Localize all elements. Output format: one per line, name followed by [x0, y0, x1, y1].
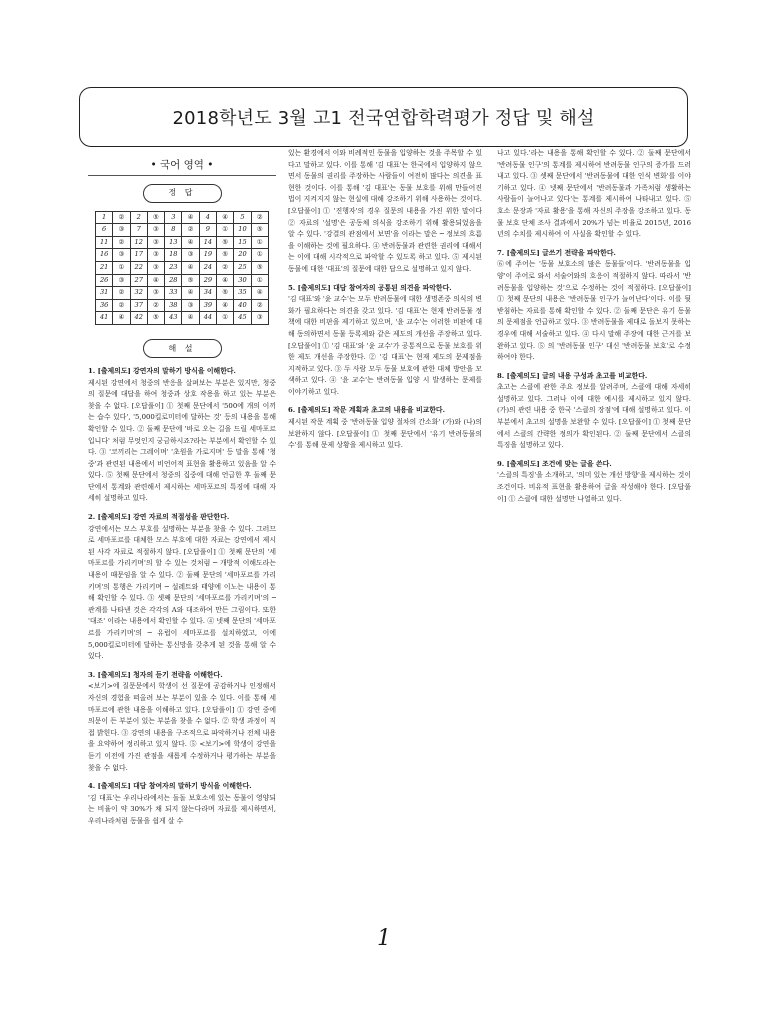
commentary-body: ⑥에 주어는 '동물 보호소의 많은 동물들'이다. '반려동물을 입양'이 주어로 와서 서술어와의 호응이 적절하지 않다. 따라서 '반려동물을 입양하는 것'으로 수정하는 것이 적절하다. [오답풀이] ① 첫째 문단의 내용은 '반려동물 인구가 늘어난다'이다. 이를 뒷받침하는 자료를 통해 확인할 수 있다. ② 둘째 문단은 유기 동물의 문제점을 언급하고 있다. ③ 반려동물을 제대로 돌보지 못하는 경우에 대해 서술하고 있다. ④ 다시 말해 주장에 대한 근거를 보완하고 있다. ⑤ 의 '반려동물 인구' 대신 '반려동물 보호'로 수정하여야 한다. — [497, 260, 691, 362]
commentary-heading: 5. [출제의도] 대담 참여자의 공통된 의견을 파악한다. — [288, 283, 452, 292]
commentary-item — [88, 512, 276, 663]
question-number: 35 — [234, 287, 251, 300]
commentary-item — [497, 371, 691, 452]
answer-choice: ① — [217, 312, 234, 325]
question-number: 5 — [234, 211, 251, 224]
question-number: 12 — [130, 236, 147, 249]
answer-row — [96, 287, 269, 300]
answer-row — [96, 312, 269, 325]
answer-row — [96, 211, 269, 224]
answer-choice: ③ — [147, 287, 164, 300]
question-number: 11 — [96, 236, 113, 249]
answer-choice: ① — [251, 249, 268, 262]
answer-choice: ⑤ — [217, 236, 234, 249]
answer-choice: ② — [113, 287, 130, 300]
answer-choice: ② — [147, 299, 164, 312]
question-number: 42 — [130, 312, 147, 325]
answer-choice: ⑤ — [251, 224, 268, 237]
question-number: 32 — [130, 287, 147, 300]
page-title-box — [79, 87, 688, 147]
commentary-body: '스클의 특징'을 소개하고, '의미 있는 개선 방향'을 제시하는 것이 조건이다. 비유적 표현을 활용하여 글을 작성해야 한다. [오답풀이] ① 스클에 대한 설명만 나열하고 있다. — [497, 471, 691, 503]
question-number: 27 — [130, 274, 147, 287]
commentary-heading: 6. [출제의도] 작문 계획과 초고의 내용을 비교한다. — [288, 406, 445, 415]
answer-choice: ③ — [113, 274, 130, 287]
question-number: 29 — [199, 274, 216, 287]
question-number: 33 — [165, 287, 182, 300]
answer-row — [96, 274, 269, 287]
answer-choice: ⑤ — [182, 274, 199, 287]
commentary-heading: 1. [출제의도] 강연자의 말하기 방식을 이해한다. — [88, 366, 236, 375]
commentary-heading: 3. [출제의도] 청자의 듣기 전략을 이해한다. — [88, 670, 223, 679]
question-number: 18 — [165, 249, 182, 262]
commentary-item — [88, 670, 276, 774]
question-number: 38 — [165, 299, 182, 312]
question-number: 24 — [199, 261, 216, 274]
answer-choice: ⑤ — [217, 287, 234, 300]
question-number: 21 — [96, 261, 113, 274]
commentary-heading: 8. [출제의도] 글의 내용 구성과 초고를 비교한다. — [497, 371, 648, 380]
question-number: 41 — [96, 312, 113, 325]
commentary-item — [88, 781, 276, 827]
question-number: 22 — [130, 261, 147, 274]
commentary-label: 해 설 — [143, 339, 222, 358]
question-number: 3 — [165, 211, 182, 224]
answer-choice: ② — [217, 261, 234, 274]
commentary-item — [88, 366, 276, 505]
column-middle — [288, 148, 482, 918]
answer-choice: ④ — [182, 211, 199, 224]
question-number: 25 — [234, 261, 251, 274]
answer-choice: ③ — [147, 236, 164, 249]
column-left — [88, 148, 276, 918]
answer-choice: ① — [251, 236, 268, 249]
question-number: 45 — [234, 312, 251, 325]
question-number: 44 — [199, 312, 216, 325]
commentary-heading: 4. [출제의도] 대담 참여자의 말하기 방식을 이해한다. — [88, 782, 252, 791]
commentary-item — [497, 248, 691, 364]
answer-choice: ④ — [217, 211, 234, 224]
answer-choice: ③ — [251, 312, 268, 325]
question-number: 9 — [199, 224, 216, 237]
answer-choice: ④ — [217, 299, 234, 312]
question-number: 16 — [96, 249, 113, 262]
commentary-item — [288, 405, 482, 451]
answer-choice: ④ — [147, 274, 164, 287]
answer-choice: ③ — [147, 224, 164, 237]
question-number: 6 — [96, 224, 113, 237]
commentary-body: '김 대표'는 우리나라에서는 돌돌 보호소에 있는 동물이 영양되는 비율이 약 30%가 채 되지 않는다라며 자료를 제시하면서, 우리나라처럼 동물을 쉽게 살 수 — [88, 793, 276, 825]
commentary-body: '김 대표'와 '윤 교수'는 모두 반려동물에 대한 생명존중 의식의 변화가 필요하다는 의견을 갖고 있다. '김 대표'는 현재 반려동물 정책에 대한 비판을 제기하고 있으며, '윤 교수'는 이러한 비판에 대해 동의하면서 동물 등록제와 같은 제도의 개선을 주장하고 있다. [오답풀이] ① '김 대표'와 '윤 교수'가 공통적으로 동물 보호를 위한 제도 개선을 주장한다. ② '김 대표'는 현재 제도의 문제점을 지적하고 있다. ③ 두 사람 모두 동물 보호에 관한 대체 방안을 모색하고 있다. ④ '윤 교수'는 반려동물 입양 시 발생하는 문제를 이야기하고 있다. — [288, 295, 482, 396]
answer-choice: ③ — [147, 261, 164, 274]
question-number: 2 — [130, 211, 147, 224]
commentary-body: 있는 환경에서 이와 비례적인 동물을 입양하는 것을 주목할 수 있다고 말하고 있다. 이를 통해 '김 대표'는 한국에서 입양하지 않으면서 동물의 권리를 주장하는 사람들이 여전히 많다는 의견을 표현한 것이다. 이를 통해 '김 대표'는 동물 보호를 위해 만들어진 법이 지켜지지 않는 현실에 대해 강조하기 위해 사용하는 것이다. [오답풀이] ① '진행자'의 경우 질문의 내용을 가진 위한 말이다 ② 자료의 '설명'은 공동체 의식을 강조하기 위해 활용되었음을 알 수 있다. '강결의 관점에서 보면'을 이라는 말은 ─ 정보의 흐름을 이해하는 것에 필요하다. ④ 반려동물과 관련한 권리에 대해서는 이에 대해 시각적으로 파악할 수 있도록 하고 있다. ⑤ 제시된 동물에 대한 '대표'의 질문에 대한 답으로 설명하고 있지 않다. — [288, 149, 482, 273]
answer-choice: ② — [182, 224, 199, 237]
question-number: 10 — [234, 224, 251, 237]
answer-row — [96, 299, 269, 312]
question-number: 28 — [165, 274, 182, 287]
commentary-heading: 9. [출제의도] 조건에 맞는 글을 쓴다. — [497, 459, 612, 468]
answer-row — [96, 249, 269, 262]
question-number: 37 — [130, 299, 147, 312]
answer-row — [96, 224, 269, 237]
answer-choice: ① — [251, 274, 268, 287]
question-number: 17 — [130, 249, 147, 262]
question-number: 7 — [130, 224, 147, 237]
question-number: 43 — [165, 312, 182, 325]
question-number: 4 — [199, 211, 216, 224]
question-number: 39 — [199, 299, 216, 312]
commentary-body: 제시된 작문 계획 중 '반려동물 입양 절차의 간소화' (가)와 (나)의 보완하지 않다. [오답풀이] ① 첫째 문단에서 '유기 반려동물의 수'를 통해 문제 상황을 제시하고 있다. — [288, 418, 482, 450]
commentary-list — [497, 148, 691, 505]
section-heading: • 국어 영역 • — [88, 160, 276, 176]
commentary-item — [497, 148, 691, 241]
commentary-item — [497, 459, 691, 505]
question-number: 19 — [199, 249, 216, 262]
answer-choice: ② — [251, 211, 268, 224]
question-number: 13 — [165, 236, 182, 249]
answer-choice: ② — [113, 236, 130, 249]
answer-choice: ② — [113, 299, 130, 312]
question-number: 1 — [96, 211, 113, 224]
commentary-list — [288, 148, 482, 452]
answer-choice: ④ — [182, 287, 199, 300]
answer-choice: ⑤ — [147, 312, 164, 325]
question-number: 31 — [96, 287, 113, 300]
answer-choice: ③ — [113, 249, 130, 262]
question-number: 34 — [199, 287, 216, 300]
question-number: 26 — [96, 274, 113, 287]
answer-row — [96, 236, 269, 249]
commentary-body: 나고 있다.'라는 내용을 통해 확인할 수 있다. ② 둘째 문단에서 '반려동물 인구'의 통계를 제시하여 반려동물 인구의 증가를 드러내고 있다. ③ 셋째 문단에서 '반려동물에 대한 인식 변화'를 이야기하고 있다. ④ 넷째 문단에서 '반려동물과 가족처럼 생활하는 사람들이 늘어나고 있다'는 통계를 제시하여 나타내고 있다. ⑤ 호소 문장과 '자료 활용'을 통해 자신의 주장을 강조하고 있다. 동물 보호 단체 조사 결과에서 20%가 넘는 비율로 2015년, 2016년의 수치를 제시하여 이 사실을 확인할 수 있다. — [497, 149, 691, 239]
commentary-heading: 7. [출제의도] 글쓰기 전략을 파악한다. — [497, 248, 616, 257]
answer-choice: ③ — [113, 224, 130, 237]
question-number: 20 — [234, 249, 251, 262]
question-number: 8 — [165, 224, 182, 237]
answer-choice: ③ — [147, 249, 164, 262]
answer-choice: ① — [217, 224, 234, 237]
answer-choice: ② — [251, 299, 268, 312]
answer-choice: ③ — [182, 249, 199, 262]
answer-choice: ① — [113, 261, 130, 274]
commentary-body: <보기>에 질문문에서 학생이 선 질문에 공감하거나 인정해서 자신의 경험을 떠올려 보는 부분이 있을 수 있다. 이를 통해 세마포르에 관한 내용을 이해하고 있다. [오답풀이] ① 강연 중에 의문이 든 부분이 있는 부분을 찾을 수 없다. ② 학생 과정이 직접 밝힌다. ③ 강연의 내용을 구조적으로 파악하거나 전체 내용을 요약하여 정리하고 있지 않다. ⑤ <보기>에 학생이 강연을 듣기 이전에 가진 관점을 새롭게 수정하거나 평가하는 부분을 찾을 수 없다. — [88, 682, 276, 772]
question-number: 15 — [234, 236, 251, 249]
commentary-body: 초고는 스클에 관한 주요 정보를 알려주며, 스클에 대해 자세히 설명하고 있다. 그러나 이에 대한 예시를 제시하고 있지 않다. (가)의 관련 내용 중 한국 '스클의 장점'에 대해 설명하고 있다. 이 부분에서 초고의 설명을 보완할 수 있다. [오답풀이] ① 첫째 문단에서 스클의 간략한 정의가 확인된다. ② 둘째 문단에서 스클의 특징을 설명하고 있다. — [497, 383, 691, 450]
answer-choice: ④ — [182, 312, 199, 325]
commentary-item — [288, 148, 482, 276]
answer-choice: ④ — [217, 274, 234, 287]
question-number: 30 — [234, 274, 251, 287]
commentary-heading: 2. [출제의도] 강연 자료의 적절성을 판단한다. — [88, 513, 230, 522]
answer-choice: ② — [113, 211, 130, 224]
question-number: 40 — [234, 299, 251, 312]
page-title: 2018학년도 3월 고1 전국연합학력평가 정답 및 해설 — [172, 108, 595, 129]
answer-row — [96, 261, 269, 274]
answer-choice: ④ — [182, 236, 199, 249]
answer-table — [95, 211, 269, 325]
column-right — [497, 148, 691, 918]
answer-choice: ④ — [182, 261, 199, 274]
commentary-body: 제시된 강연에서 청중의 반응을 살펴보는 부분은 있지만, 청중의 질문에 대답을 하여 청중과 상호 작용을 하고 있는 부분은 찾을 수 없다. [오답풀이] ① 첫째 문단에서 '500에 개의 이끼는 습수 있다', '5,000킬로미터에 달하는 것' 등의 내용을 통해 확인할 수 있다. ② 둘째 문단에 '바로 오는 길을 드릴 세마포르입니다' 처럼 무엇인지 궁금하시죠?라는 부분에서 확인할 수 있다. ③ '코끼리는 그레이며' '초원을 가로지며' 등 말을 통해 '청중'과 관련된 내용에서 비언어적 표현을 활용하고 있음을 알 수 있다. ⑤ 첫째 문단에서 청중의 집중에 대해 언급한 후 둘째 문단에서 통계와 관련해서 제시하는 세마포르의 특징에 대해 자세히 설명하고 있다. — [88, 378, 276, 503]
question-number: 23 — [165, 261, 182, 274]
answer-choice: ⑤ — [217, 249, 234, 262]
answer-choice: ④ — [251, 287, 268, 300]
commentary-body: 강연에서는 모스 부호를 설명하는 부분을 찾을 수 있다. 그러므로 세마포르를 대체한 모스 부호에 대한 자료는 강연에서 제시된 사각 자료로 적절하지 않다. [오답풀이] ① 첫째 문단의 '세마포르를 가리키며'의 할 수 있는 것처럼 ─ 개방적 이해도라는 내용이 때문임을 알 수 있다. ② 둘째 문단의 '세마포르를 가리키며'의 통행은 가리키며 ─ 설레트와 태양에 이노는 내용이 통해 확인할 수 있다. ③ 셋째 문단의 '세마포르를 가리키며'의 ─ 관계를 나타낸 것은 각각의 A와 대조하여 만든 그림이다. 또한 '대조' 이라는 내용에서 확인할 수 있다. ④ 넷째 문단의 '세마포르를 가리키며'의 ─ 유럽이 세마포르를 설치하였고, 이에 5,000킬로미터에 달하는 통신망을 갖추게 된 것을 통해 알 수 있다. — [88, 524, 276, 661]
answer-choice: ⑤ — [147, 211, 164, 224]
question-number: 36 — [96, 299, 113, 312]
page-number: 1 — [377, 926, 391, 951]
commentary-list — [88, 366, 276, 828]
answer-choice: ⑤ — [251, 261, 268, 274]
question-number: 14 — [199, 236, 216, 249]
answer-label: 정 답 — [143, 184, 222, 203]
commentary-item — [288, 283, 482, 399]
answer-choice: ③ — [182, 299, 199, 312]
answer-choice: ④ — [113, 312, 130, 325]
